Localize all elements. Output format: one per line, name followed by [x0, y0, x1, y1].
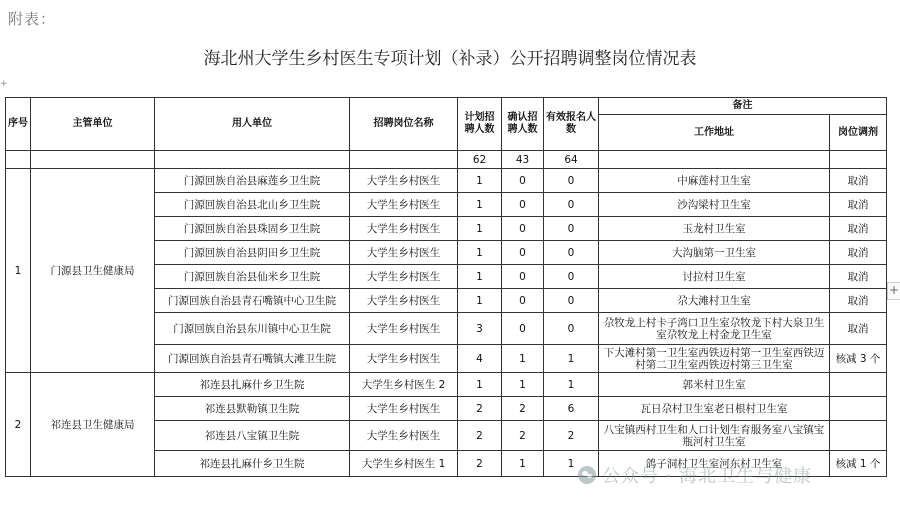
row-adjust: 取消 — [830, 265, 887, 289]
row-confirm: 1 — [502, 345, 544, 373]
row-post: 大学生乡村医生 1 — [350, 451, 458, 477]
row-unit: 门源回族自治县青石嘴镇大滩卫生院 — [155, 345, 350, 373]
row-plan: 1 — [458, 169, 502, 193]
row-no: 1 — [6, 169, 31, 373]
row-adjust: 取消 — [830, 313, 887, 345]
header-post: 招聘岗位名称 — [350, 98, 458, 151]
row-valid: 1 — [544, 451, 599, 477]
row-unit: 祁连县八宝镇卫生院 — [155, 421, 350, 451]
insert-handle-icon[interactable]: + — [0, 79, 8, 89]
totals-blank — [6, 151, 31, 169]
row-post: 大学生乡村医生 — [350, 169, 458, 193]
row-confirm: 0 — [502, 217, 544, 241]
header-dept: 主管单位 — [31, 98, 155, 151]
row-address: 鸽子洞村卫生室河东村卫生室 — [599, 451, 830, 477]
watermark — [578, 462, 812, 488]
row-adjust: 核减 3 个 — [830, 345, 887, 373]
row-confirm: 0 — [502, 265, 544, 289]
totals-blank — [155, 151, 350, 169]
totals-blank — [350, 151, 458, 169]
row-confirm: 0 — [502, 241, 544, 265]
row-valid: 0 — [544, 289, 599, 313]
row-adjust — [830, 373, 887, 397]
row-post: 大学生乡村医生 — [350, 265, 458, 289]
row-unit: 祁连县扎麻什乡卫生院 — [155, 373, 350, 397]
row-valid: 0 — [544, 217, 599, 241]
row-adjust: 取消 — [830, 193, 887, 217]
total-plan: 62 — [458, 151, 502, 169]
row-adjust: 取消 — [830, 289, 887, 313]
table-row — [6, 169, 887, 193]
row-adjust — [830, 397, 887, 421]
row-post: 大学生乡村医生 — [350, 217, 458, 241]
row-plan: 3 — [458, 313, 502, 345]
row-confirm: 1 — [502, 373, 544, 397]
row-unit: 门源回族自治县阴田乡卫生院 — [155, 241, 350, 265]
row-adjust: 取消 — [830, 169, 887, 193]
header-address: 工作地址 — [599, 115, 830, 151]
row-plan: 2 — [458, 397, 502, 421]
row-unit: 祁连县扎麻什乡卫生院 — [155, 451, 350, 477]
row-valid: 0 — [544, 265, 599, 289]
row-valid: 0 — [544, 193, 599, 217]
header-no: 序号 — [6, 98, 31, 151]
row-plan: 1 — [458, 241, 502, 265]
totals-blank — [599, 151, 830, 169]
row-unit: 门源回族自治县仙米乡卫生院 — [155, 265, 350, 289]
row-post: 大学生乡村医生 — [350, 313, 458, 345]
row-confirm: 0 — [502, 193, 544, 217]
row-dept: 祁连县卫生健康局 — [31, 373, 155, 477]
totals-row — [6, 151, 887, 169]
row-address: 尕大滩村卫生室 — [599, 289, 830, 313]
row-plan: 2 — [458, 421, 502, 451]
header-note: 附表： — [8, 10, 57, 28]
row-address: 八宝镇西村卫生和人口计划生育服务室八宝镇宝瓶河村卫生室 — [599, 421, 830, 451]
row-valid: 0 — [544, 313, 599, 345]
row-valid: 1 — [544, 345, 599, 373]
row-unit: 门源回族自治县东川镇中心卫生院 — [155, 313, 350, 345]
row-plan: 1 — [458, 217, 502, 241]
row-plan: 1 — [458, 265, 502, 289]
row-post: 大学生乡村医生 — [350, 193, 458, 217]
row-unit: 门源回族自治县珠固乡卫生院 — [155, 217, 350, 241]
header-remarks: 备注 — [599, 98, 887, 115]
positions-table — [5, 97, 887, 477]
row-post: 大学生乡村医生 — [350, 421, 458, 451]
row-adjust: 取消 — [830, 217, 887, 241]
header-confirm: 确认招聘人数 — [502, 98, 544, 151]
page-title: 海北州大学生乡村医生专项计划（补录）公开招聘调整岗位情况表 — [203, 49, 697, 69]
row-valid: 1 — [544, 373, 599, 397]
row-plan: 4 — [458, 345, 502, 373]
row-confirm: 2 — [502, 421, 544, 451]
row-plan: 1 — [458, 193, 502, 217]
row-confirm: 2 — [502, 397, 544, 421]
row-plan: 1 — [458, 289, 502, 313]
row-post: 大学生乡村医生 — [350, 397, 458, 421]
row-valid: 6 — [544, 397, 599, 421]
row-no: 2 — [6, 373, 31, 477]
row-address: 沙沟梁村卫生室 — [599, 193, 830, 217]
row-post: 大学生乡村医生 — [350, 289, 458, 313]
row-post: 大学生乡村医生 — [350, 345, 458, 373]
watermark-text: 公众号 · 海北卫生与健康 — [602, 466, 813, 487]
row-confirm: 0 — [502, 169, 544, 193]
row-unit: 门源回族自治县青石嘴镇中心卫生院 — [155, 289, 350, 313]
wechat-icon — [578, 466, 596, 484]
row-plan: 1 — [458, 373, 502, 397]
row-unit: 门源回族自治县北山乡卫生院 — [155, 193, 350, 217]
row-address: 郭米村卫生室 — [599, 373, 830, 397]
row-adjust: 取消 — [830, 241, 887, 265]
row-address: 下大滩村第一卫生室西铁迈村第一卫生室西铁迈村第二卫生室西铁迈村第三卫生室 — [599, 345, 830, 373]
header-valid: 有效报名人数 — [544, 98, 599, 151]
add-column-icon[interactable]: + — [887, 282, 900, 300]
totals-blank — [31, 151, 155, 169]
row-unit: 祁连县默勒镇卫生院 — [155, 397, 350, 421]
row-address: 尕牧龙上村卡子湾口卫生室尕牧龙下村大泉卫生室尕牧龙上村金龙卫生室 — [599, 313, 830, 345]
row-post: 大学生乡村医生 — [350, 241, 458, 265]
header-unit: 用人单位 — [155, 98, 350, 151]
row-dept: 门源县卫生健康局 — [31, 169, 155, 373]
row-adjust — [830, 421, 887, 451]
row-plan: 2 — [458, 451, 502, 477]
row-address: 玉龙村卫生室 — [599, 217, 830, 241]
header-plan: 计划招聘人数 — [458, 98, 502, 151]
total-valid: 64 — [544, 151, 599, 169]
total-confirm: 43 — [502, 151, 544, 169]
row-address: 瓦日尕村卫生室老日根村卫生室 — [599, 397, 830, 421]
row-address: 大沟脑第一卫生室 — [599, 241, 830, 265]
row-valid: 0 — [544, 241, 599, 265]
row-adjust: 核减 1 个 — [830, 451, 887, 477]
row-confirm: 0 — [502, 313, 544, 345]
row-unit: 门源回族自治县麻莲乡卫生院 — [155, 169, 350, 193]
row-valid: 0 — [544, 169, 599, 193]
row-confirm: 1 — [502, 451, 544, 477]
row-confirm: 0 — [502, 289, 544, 313]
totals-blank — [830, 151, 887, 169]
header-adjust: 岗位调剂 — [830, 115, 887, 151]
table-row — [6, 373, 887, 397]
row-address: 中麻莲村卫生室 — [599, 169, 830, 193]
row-address: 讨拉村卫生室 — [599, 265, 830, 289]
row-post: 大学生乡村医生 2 — [350, 373, 458, 397]
row-valid: 2 — [544, 421, 599, 451]
